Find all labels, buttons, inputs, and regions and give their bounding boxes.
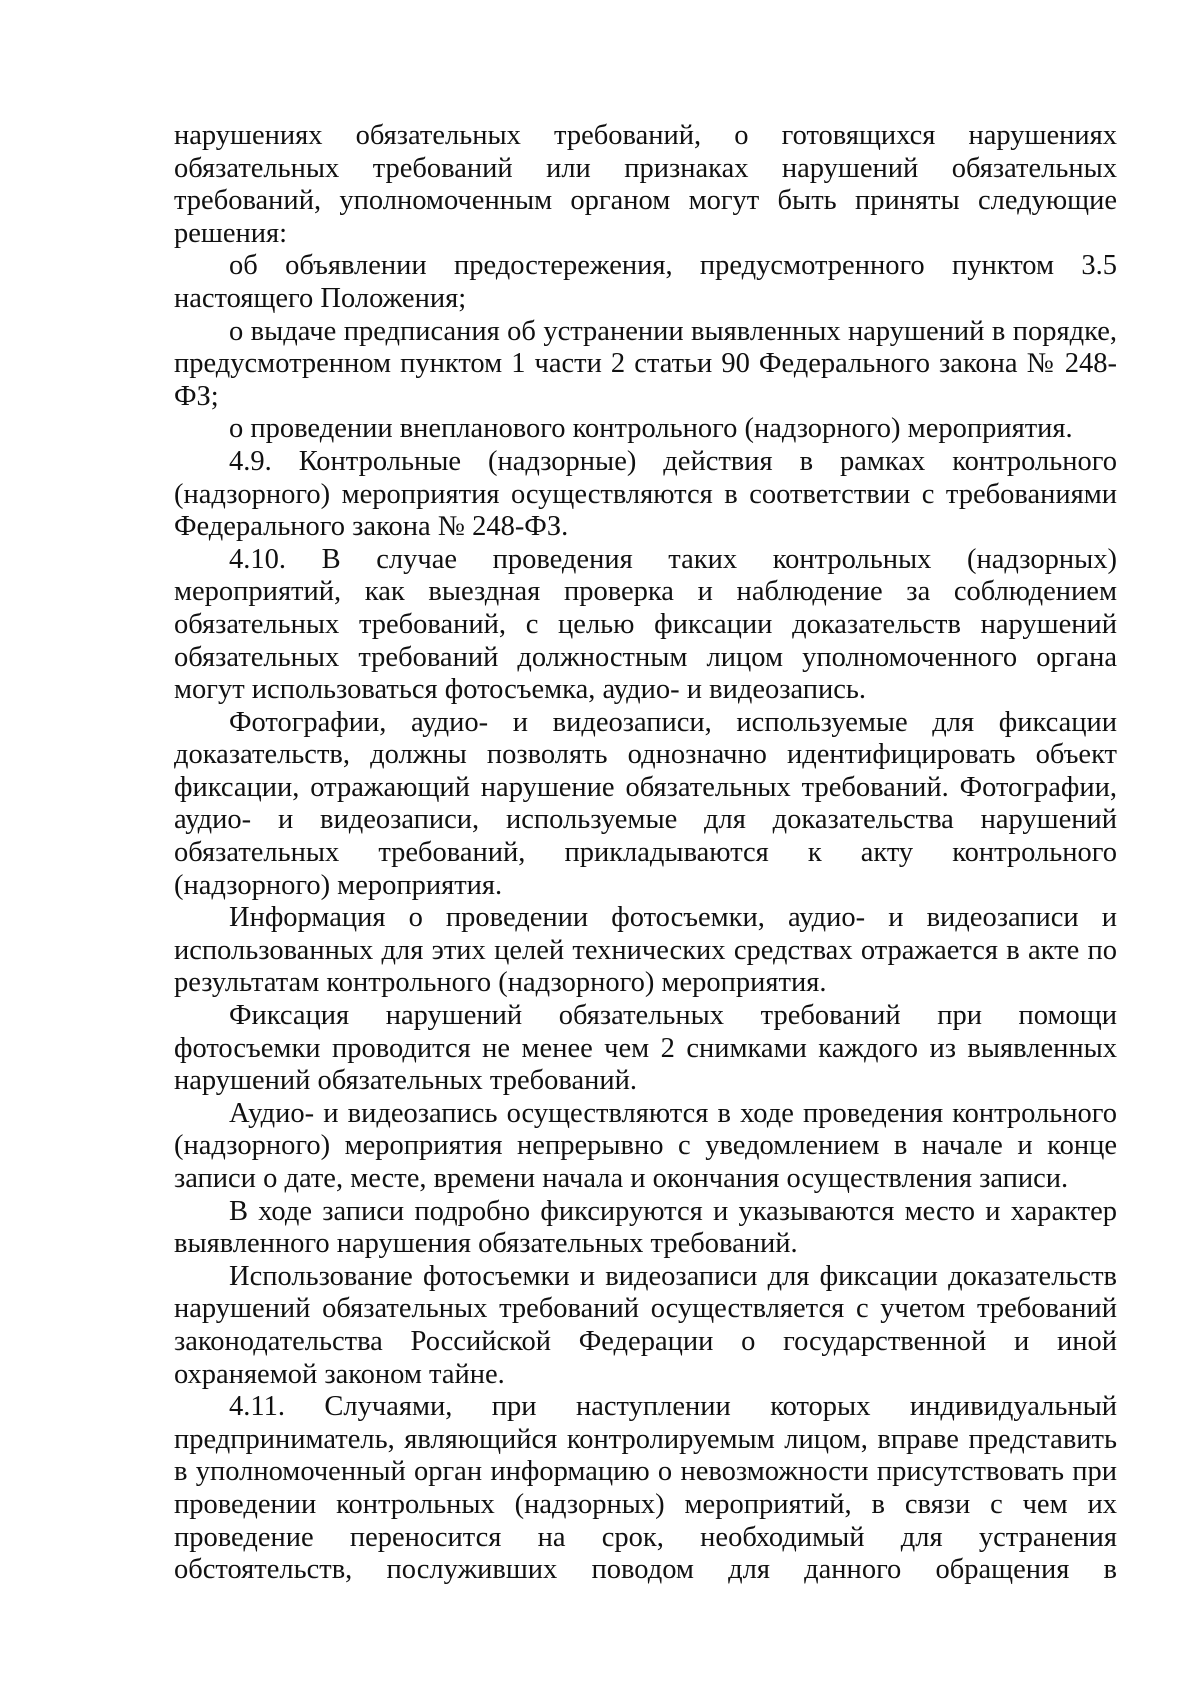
paragraph-clause-4-11: 4.11. Случаями, при наступлении которых индивидуальный предприниматель, являющийся контролируемым лицом, вправе представить в уполномоченный орган информацию о невозможности присутствовать при проведении контрольных (надзорных) мероприятий, в связи с чем их проведение переносится на срок, необходимый для устранения обстоятельств, послуживших поводом для данного обращения в — [174, 1391, 1117, 1586]
paragraph-recording-info: Информация о проведении фотосъемки, аудио- и видеозаписи и использованных для этих целей технических средствах отражается в акте по результатам контрольного (надзорного) мероприятия. — [174, 902, 1117, 999]
paragraph-clause-4-10: 4.10. В случае проведения таких контрольных (надзорных) мероприятий, как выездная проверка и наблюдение за соблюдением обязательных требований, с целью фиксации доказательств нарушений обязательных требований должностным лицом уполномоченного органа могут использоваться фотосъемка, аудио- и видеозапись. — [174, 543, 1117, 706]
paragraph-decision-warning: об объявлении предостережения, предусмотренного пунктом 3.5 настоящего Положения; — [174, 250, 1117, 314]
paragraph-clause-4-9: 4.9. Контрольные (надзорные) действия в рамках контрольного (надзорного) мероприятия осуществляются в соответствии с требованиями Федерального закона № 248-ФЗ. — [174, 445, 1117, 543]
paragraph-continuation: нарушениях обязательных требований, о готовящихся нарушениях обязательных требований или признаках нарушений обязательных требований, уполномоченным органом могут быть приняты следующие решения: — [174, 120, 1117, 249]
paragraph-audio-video: Аудио- и видеозапись осуществляются в ходе проведения контрольного (надзорного) мероприятия непрерывно с уведомлением в начале и конце записи о дате, месте, времени начала и окончания осуществления записи. — [174, 1097, 1117, 1194]
paragraph-secrecy: Использование фотосъемки и видеозаписи для фиксации доказательств нарушений обязательных требований осуществляется с учетом требований законодательства Российской Федерации о государственной и иной охраняемой законом тайне. — [174, 1260, 1117, 1390]
paragraph-decision-order: о выдаче предписания об устранении выявленных нарушений в порядке, предусмотренном пунктом 1 части 2 статьи 90 Федерального закона № 248-ФЗ; — [174, 315, 1117, 412]
paragraph-recording-details: В ходе записи подробно фиксируются и указываются место и характер выявленного нарушения обязательных требований. — [174, 1195, 1117, 1260]
paragraph-photo-fixation: Фиксация нарушений обязательных требований при помощи фотосъемки проводится не менее чем 2 снимками каждого из выявленных нарушений обязательных требований. — [174, 1000, 1117, 1097]
paragraph-decision-inspection: о проведении внепланового контрольного (надзорного) мероприятия. — [229, 413, 1073, 445]
document-body — [174, 120, 1117, 1587]
paragraph-photo-requirements: Фотографии, аудио- и видеозаписи, используемые для фиксации доказательств, должны позволять однозначно идентифицировать объект фиксации, отражающий нарушение обязательных требований. Фотографии, аудио- и видеозаписи, используемые для доказательства нарушений обязательных требований, прикладываются к акту контрольного (надзорного) мероприятия. — [174, 706, 1117, 901]
